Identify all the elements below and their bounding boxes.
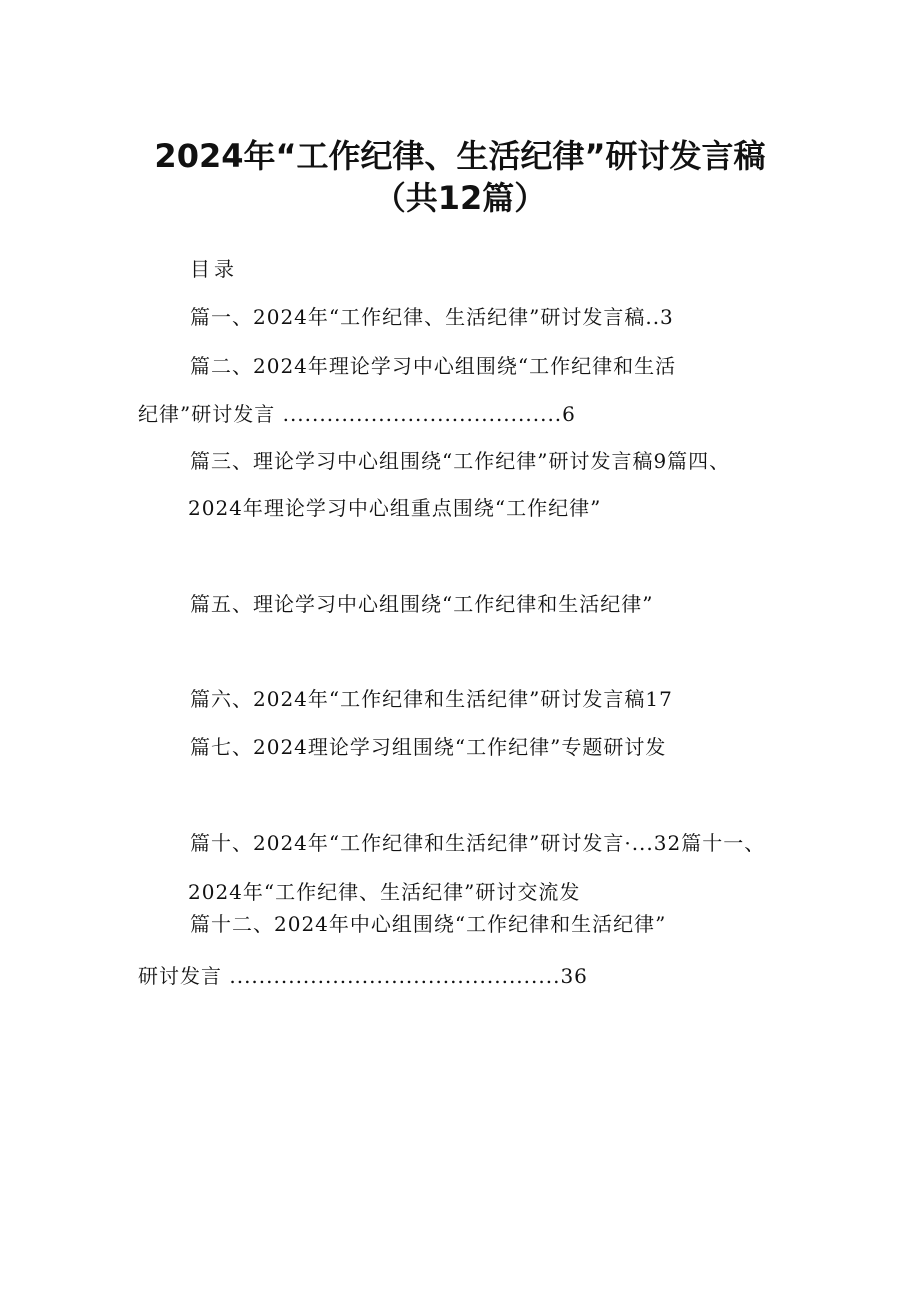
toc-entry-11: 2024年“工作纪律、生活纪律”研讨交流发: [188, 880, 581, 904]
toc-entry-12-line-2: 研讨发言 .............................................36: [138, 964, 588, 988]
toc-entry-6: 篇六、2024年“工作纪律和生活纪律”研讨发言稿17: [190, 687, 673, 711]
toc-entry-5: 篇五、理论学习中心组围绕“工作纪律和生活纪律”: [190, 592, 654, 616]
toc-entry-2-line-2: 纪律”研讨发言 ......................................6: [138, 402, 576, 426]
toc-entry-4: 2024年理论学习中心组重点围绕“工作纪律”: [188, 496, 602, 520]
document-title-line-2: （共12篇）: [373, 179, 547, 217]
toc-entry-2-line-1: 篇二、2024年理论学习中心组围绕“工作纪律和生活: [190, 354, 677, 378]
document-title-line-1: 2024年“工作纪律、生活纪律”研讨发言稿: [154, 137, 766, 175]
toc-entry-7: 篇七、2024理论学习组围绕“工作纪律”专题研讨发: [190, 735, 667, 759]
toc-heading: 目录: [190, 257, 238, 281]
toc-entry-1: 篇一、2024年“工作纪律、生活纪律”研讨发言稿..3: [190, 305, 674, 329]
toc-entry-12-line-1: 篇十二、2024年中心组围绕“工作纪律和生活纪律”: [190, 912, 667, 936]
toc-entry-3: 篇三、理论学习中心组围绕“工作纪律”研讨发言稿9篇四、: [190, 449, 731, 473]
toc-entry-10: 篇十、2024年“工作纪律和生活纪律”研讨发言·...32篇十一、: [190, 831, 766, 855]
